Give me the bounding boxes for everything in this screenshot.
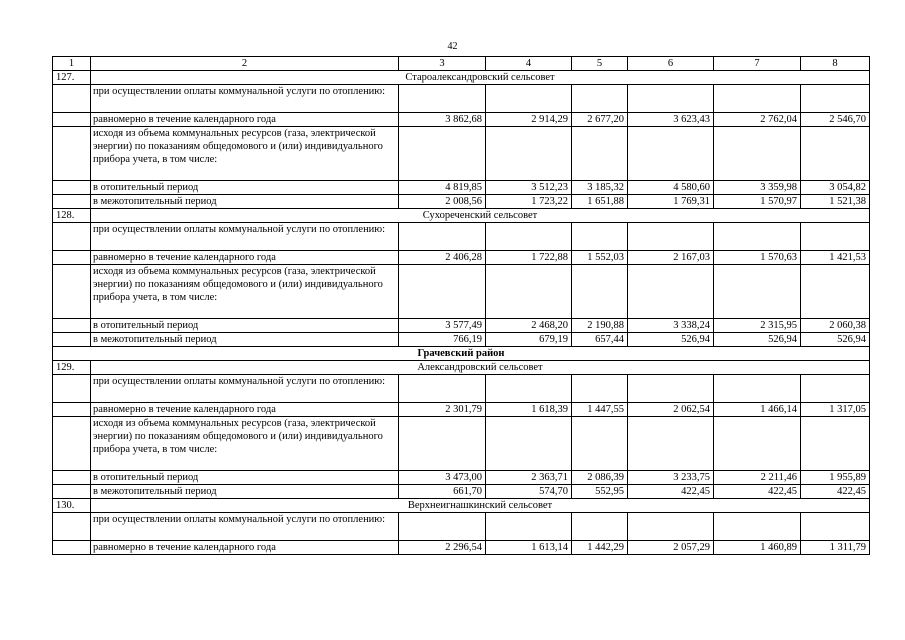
row-number-cell — [53, 485, 91, 499]
empty-cell — [486, 85, 572, 113]
empty-cell — [628, 85, 714, 113]
interheating-period-row — [53, 485, 870, 499]
value-cell: 1 421,53 — [801, 251, 870, 265]
value-cell: 657,44 — [572, 333, 628, 347]
empty-cell — [486, 265, 572, 319]
row-label: исходя из объема коммунальных ресурсов (газа, электрической энергии) по показаниям общедомового и (или) индивидуального прибора учета, в том числе: — [91, 127, 399, 181]
empty-cell — [801, 85, 870, 113]
empty-cell — [714, 127, 801, 181]
tariff-table — [52, 56, 870, 555]
value-cell: 1 466,14 — [714, 403, 801, 417]
settlement-title: Староалександровский сельсовет — [91, 71, 870, 85]
uniform-payment-row — [53, 403, 870, 417]
settlement-title: Сухореченский сельсовет — [91, 209, 870, 223]
row-label: в отопительный период — [91, 319, 399, 333]
value-cell: 3 359,98 — [714, 181, 801, 195]
value-cell: 661,70 — [399, 485, 486, 499]
item-number: 129. — [53, 361, 91, 375]
settlement-header-row — [53, 71, 870, 85]
empty-cell — [399, 223, 486, 251]
value-cell: 1 521,38 — [801, 195, 870, 209]
empty-cell — [486, 223, 572, 251]
row-label: в межотопительный период — [91, 485, 399, 499]
row-number-cell — [53, 375, 91, 403]
intro-row — [53, 375, 870, 403]
uniform-payment-row — [53, 113, 870, 127]
empty-cell — [486, 513, 572, 541]
value-cell: 526,94 — [714, 333, 801, 347]
row-number-cell — [53, 127, 91, 181]
value-cell: 2 167,03 — [628, 251, 714, 265]
uniform-payment-row — [53, 251, 870, 265]
value-cell: 1 618,39 — [486, 403, 572, 417]
empty-cell — [486, 375, 572, 403]
column-header: 5 — [572, 57, 628, 71]
empty-cell — [714, 375, 801, 403]
value-cell: 1 955,89 — [801, 471, 870, 485]
value-cell: 1 570,63 — [714, 251, 801, 265]
item-number: 130. — [53, 499, 91, 513]
column-header-row — [53, 57, 870, 71]
empty-cell — [572, 265, 628, 319]
value-cell: 1 613,14 — [486, 541, 572, 555]
value-cell: 422,45 — [714, 485, 801, 499]
value-cell: 2 086,39 — [572, 471, 628, 485]
value-cell: 3 512,23 — [486, 181, 572, 195]
value-cell: 2 057,29 — [628, 541, 714, 555]
empty-cell — [628, 127, 714, 181]
empty-cell — [714, 85, 801, 113]
page-number: 42 — [447, 41, 458, 52]
value-cell: 2 301,79 — [399, 403, 486, 417]
value-cell: 1 460,89 — [714, 541, 801, 555]
value-cell: 2 762,04 — [714, 113, 801, 127]
intro-row — [53, 223, 870, 251]
row-number-cell — [53, 319, 91, 333]
row-label: при осуществлении оплаты коммунальной услуги по отоплению: — [91, 375, 399, 403]
row-number-cell — [53, 513, 91, 541]
row-label: при осуществлении оплаты коммунальной услуги по отоплению: — [91, 85, 399, 113]
district-header-row — [53, 347, 870, 361]
settlement-header-row — [53, 499, 870, 513]
row-label: исходя из объема коммунальных ресурсов (газа, электрической энергии) по показаниям общедомового и (или) индивидуального прибора учета, в том числе: — [91, 417, 399, 471]
row-label: в межотопительный период — [91, 195, 399, 209]
empty-cell — [801, 265, 870, 319]
intro-row — [53, 513, 870, 541]
value-cell: 2 296,54 — [399, 541, 486, 555]
empty-cell — [714, 417, 801, 471]
value-cell: 2 677,20 — [572, 113, 628, 127]
value-cell: 3 233,75 — [628, 471, 714, 485]
row-label: равномерно в течение календарного года — [91, 251, 399, 265]
value-cell: 3 577,49 — [399, 319, 486, 333]
empty-cell — [714, 265, 801, 319]
empty-cell — [628, 417, 714, 471]
row-number-cell — [53, 265, 91, 319]
column-header: 3 — [399, 57, 486, 71]
settlement-title: Александровский сельсовет — [91, 361, 870, 375]
column-header: 6 — [628, 57, 714, 71]
empty-cell — [399, 85, 486, 113]
row-number-cell — [53, 541, 91, 555]
empty-cell — [801, 127, 870, 181]
row-number-cell — [53, 223, 91, 251]
empty-cell — [628, 265, 714, 319]
empty-cell — [801, 417, 870, 471]
value-cell: 1 769,31 — [628, 195, 714, 209]
empty-cell — [572, 127, 628, 181]
heating-period-row — [53, 319, 870, 333]
row-number-cell — [53, 471, 91, 485]
row-label: равномерно в течение календарного года — [91, 541, 399, 555]
row-label: равномерно в течение календарного года — [91, 113, 399, 127]
heating-period-row — [53, 471, 870, 485]
value-cell: 526,94 — [801, 333, 870, 347]
value-cell: 1 651,88 — [572, 195, 628, 209]
empty-cell — [399, 375, 486, 403]
value-cell: 4 580,60 — [628, 181, 714, 195]
value-cell: 2 546,70 — [801, 113, 870, 127]
value-cell: 2 060,38 — [801, 319, 870, 333]
value-cell: 3 185,32 — [572, 181, 628, 195]
value-cell: 2 211,46 — [714, 471, 801, 485]
value-cell: 3 862,68 — [399, 113, 486, 127]
intro-row — [53, 85, 870, 113]
item-number: 127. — [53, 71, 91, 85]
row-label: при осуществлении оплаты коммунальной услуги по отоплению: — [91, 223, 399, 251]
empty-cell — [399, 265, 486, 319]
empty-cell — [572, 417, 628, 471]
row-number-cell — [53, 195, 91, 209]
column-header: 8 — [801, 57, 870, 71]
empty-cell — [486, 417, 572, 471]
empty-cell — [628, 223, 714, 251]
value-cell: 2 190,88 — [572, 319, 628, 333]
row-number-cell — [53, 181, 91, 195]
interheating-period-row — [53, 333, 870, 347]
value-cell: 2 315,95 — [714, 319, 801, 333]
row-label: в межотопительный период — [91, 333, 399, 347]
empty-cell — [572, 513, 628, 541]
interheating-period-row — [53, 195, 870, 209]
value-cell: 422,45 — [628, 485, 714, 499]
empty-cell — [399, 513, 486, 541]
district-title: Грачевский район — [53, 347, 870, 361]
value-cell: 1 317,05 — [801, 403, 870, 417]
empty-cell — [714, 513, 801, 541]
row-label: исходя из объема коммунальных ресурсов (газа, электрической энергии) по показаниям общедомового и (или) индивидуального прибора учета, в том числе: — [91, 265, 399, 319]
consumption-row — [53, 127, 870, 181]
value-cell: 3 623,43 — [628, 113, 714, 127]
value-cell: 4 819,85 — [399, 181, 486, 195]
value-cell: 1 311,79 — [801, 541, 870, 555]
empty-cell — [399, 417, 486, 471]
row-label: в отопительный период — [91, 471, 399, 485]
consumption-row — [53, 417, 870, 471]
value-cell: 1 723,22 — [486, 195, 572, 209]
value-cell: 1 722,88 — [486, 251, 572, 265]
value-cell: 526,94 — [628, 333, 714, 347]
value-cell: 1 570,97 — [714, 195, 801, 209]
empty-cell — [572, 85, 628, 113]
row-label: при осуществлении оплаты коммунальной услуги по отоплению: — [91, 513, 399, 541]
row-number-cell — [53, 417, 91, 471]
value-cell: 3 054,82 — [801, 181, 870, 195]
value-cell: 574,70 — [486, 485, 572, 499]
row-number-cell — [53, 251, 91, 265]
settlement-title: Верхнеигнашкинский сельсовет — [91, 499, 870, 513]
item-number: 128. — [53, 209, 91, 223]
empty-cell — [572, 375, 628, 403]
row-number-cell — [53, 85, 91, 113]
empty-cell — [486, 127, 572, 181]
column-header: 7 — [714, 57, 801, 71]
column-header: 4 — [486, 57, 572, 71]
empty-cell — [572, 223, 628, 251]
row-label: в отопительный период — [91, 181, 399, 195]
value-cell: 1 442,29 — [572, 541, 628, 555]
heating-period-row — [53, 181, 870, 195]
empty-cell — [801, 375, 870, 403]
value-cell: 766,19 — [399, 333, 486, 347]
value-cell: 2 062,54 — [628, 403, 714, 417]
value-cell: 2 363,71 — [486, 471, 572, 485]
value-cell: 552,95 — [572, 485, 628, 499]
settlement-header-row — [53, 209, 870, 223]
value-cell: 2 008,56 — [399, 195, 486, 209]
column-header: 1 — [53, 57, 91, 71]
row-number-cell — [53, 113, 91, 127]
row-label: равномерно в течение календарного года — [91, 403, 399, 417]
value-cell: 3 338,24 — [628, 319, 714, 333]
value-cell: 1 447,55 — [572, 403, 628, 417]
empty-cell — [628, 513, 714, 541]
empty-cell — [801, 513, 870, 541]
value-cell: 2 914,29 — [486, 113, 572, 127]
value-cell: 2 406,28 — [399, 251, 486, 265]
value-cell: 1 552,03 — [572, 251, 628, 265]
empty-cell — [628, 375, 714, 403]
row-number-cell — [53, 403, 91, 417]
uniform-payment-row — [53, 541, 870, 555]
value-cell: 422,45 — [801, 485, 870, 499]
consumption-row — [53, 265, 870, 319]
empty-cell — [801, 223, 870, 251]
empty-cell — [714, 223, 801, 251]
value-cell: 679,19 — [486, 333, 572, 347]
column-header: 2 — [91, 57, 399, 71]
value-cell: 2 468,20 — [486, 319, 572, 333]
row-number-cell — [53, 333, 91, 347]
empty-cell — [399, 127, 486, 181]
settlement-header-row — [53, 361, 870, 375]
value-cell: 3 473,00 — [399, 471, 486, 485]
